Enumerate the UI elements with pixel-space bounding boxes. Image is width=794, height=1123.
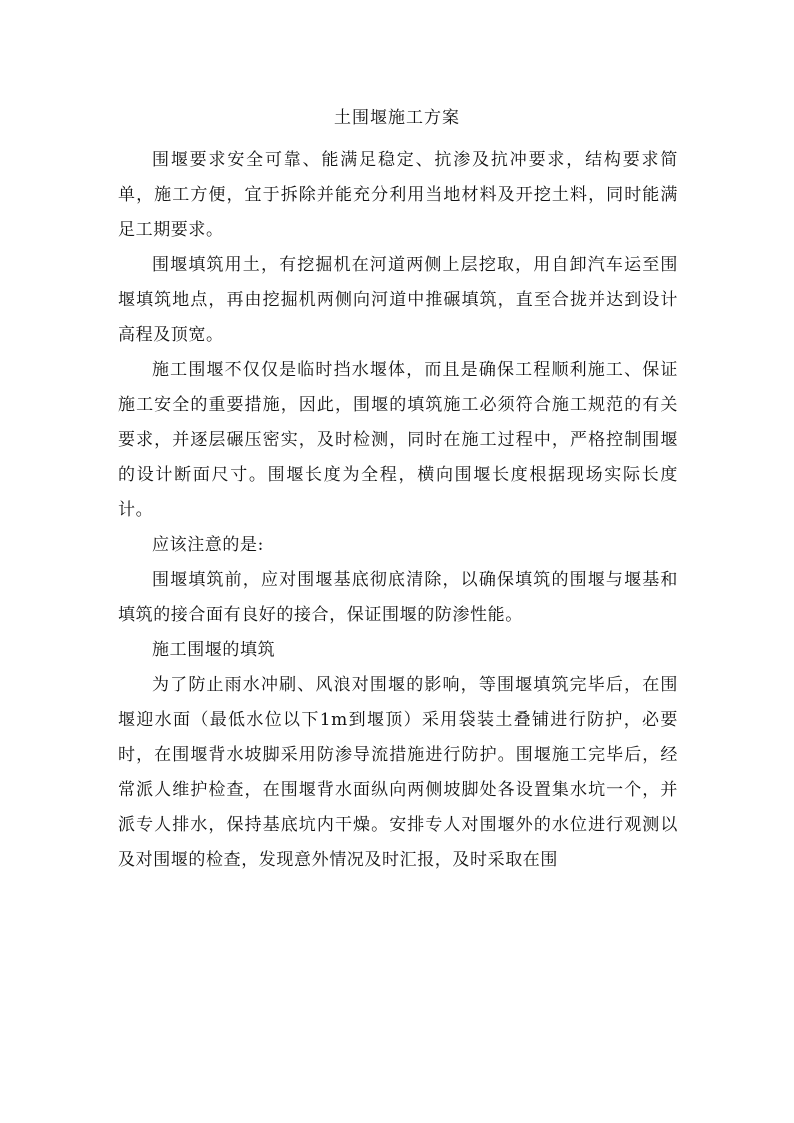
document-title: 土围堰施工方案 bbox=[334, 108, 460, 128]
paragraph-fill-heading: 施工围堰的填筑 bbox=[152, 640, 276, 660]
paragraph-fill-soil: 围堰填筑用土，有挖掘机在河道两侧上层挖取，用自卸汽车运至围堰填筑地点，再由挖掘机两侧向河道中推碾填筑，直至合拢并达到设计高程及顶宽。 bbox=[118, 255, 678, 345]
document-body bbox=[118, 143, 678, 878]
paragraph-construction-measures: 施工围堰不仅仅是临时挡水堰体，而且是确保工程顺利施工、保证施工安全的重要措施，因此，围堰的填筑施工必须符合施工规范的有关要求，并逐层碾压密实，及时检测，同时在施工过程中，严格控制围堰的设计断面尺寸。围堰长度为全程，横向围堰长度根据现场实际长度计。 bbox=[118, 360, 678, 520]
paragraph-cofferdam-requirements: 围堰要求安全可靠、能满足稳定、抗渗及抗冲要求，结构要求简单，施工方便，宜于拆除并能充分利用当地材料及开挖土料，同时能满足工期要求。 bbox=[118, 150, 678, 240]
paragraph-notice-heading: 应该注意的是: bbox=[152, 535, 264, 555]
paragraph-base-cleaning: 围堰填筑前，应对围堰基底彻底清除，以确保填筑的围堰与堰基和填筑的接合面有良好的接合，保证围堰的防渗性能。 bbox=[118, 570, 678, 625]
paragraph-protection: 为了防止雨水冲刷、风浪对围堰的影响，等围堰填筑完毕后，在围堰迎水面（最低水位以下1m到堰顶）采用袋装土叠铺进行防护，必要时，在围堰背水坡脚采用防渗导流措施进行防护。围堰施工完毕后，经常派人维护检查，在围堰背水面纵向两侧坡脚处各设置集水坑一个，并派专人排水，保持基底坑内干燥。安排专人对围堰外的水位进行观测以及对围堰的检查，发现意外情况及时汇报，及时采取在围 bbox=[118, 675, 678, 870]
